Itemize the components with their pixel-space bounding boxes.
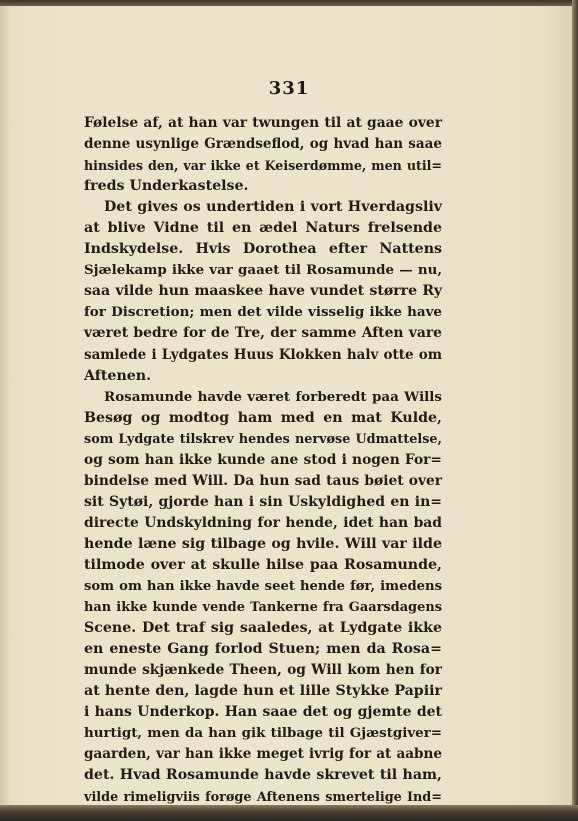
text-line: samlede i Lydgates Huus Klokken halv otte om [84,346,442,363]
text-line: munde skjænkede Theen, og Will kom hen for [84,662,442,679]
text-line: Sjælekamp ikke var gaaet til Rosamunde — nu, [84,262,442,279]
text-line: saa vilde hun maaskee have vundet større Ry [84,283,442,300]
text-line: han ikke kunde vende Tankerne fra Gaarsdagens [84,600,442,616]
text-line: Besøg og modtog ham med en mat Kulde, [84,409,442,426]
text-line: gaarden, var han ikke meget ivrig for at aabne [84,746,442,763]
text-line: sit Sytøi, gjorde han i sin Uskyldighed en in= [84,493,442,510]
bottom-page-edge [0,805,578,821]
text-line: Følelse af, at han var twungen til at gaae over [84,115,442,131]
text-line: Det gives os undertiden i vort Hverdagsliv [104,199,442,216]
text-line: directe Undskyldning for hende, idet han bad [84,514,442,531]
text-line: freds Underkastelse. [84,178,249,195]
text-line: hinsides den, var ikke et Keiserdømme, men util= [84,158,442,174]
text-line: tilmode over at skulle hilse paa Rosamunde, [84,556,442,573]
text-line: at blive Vidne til en ædel Naturs frelsende [84,220,442,237]
text-line: Rosamunde havde været forberedt paa Wills [104,388,442,405]
body-text [84,113,442,808]
text-line: som Lydgate tilskrev hendes nervøse Udmattelse, [84,431,442,447]
text-line: for Discretion; men det vilde visselig ikke have [84,304,442,321]
text-line: Indskydelse. Hvis Dorothea efter Nattens [84,241,442,258]
text-line: denne usynlige Grændseflod, og hvad han saae [84,136,442,153]
text-line: det. Hvad Rosamunde havde skrevet til ham, [84,767,442,784]
text-line: som om han ikke havde seet hende før, imedens [84,579,442,595]
page-number: 331 [268,78,310,99]
top-page-edge [0,0,578,6]
text-line: bindelse med Will. Da hun sad taus bøiet over [84,472,442,489]
text-line: været bedre for de Tre, der samme Aften vare [84,325,442,342]
text-line: i hans Underkop. Han saae det og gjemte det [84,704,442,721]
text-line: Aftenen. [84,367,152,384]
text-line: vilde rimeligviis forøge Aftenens smertelige Ind= [84,789,442,805]
text-line: Scene. Det traf sig saaledes, at Lydgate ikke [84,620,442,637]
text-line: at hente den, lagde hun et lille Stykke Papiir [84,683,442,700]
text-line: en eneste Gang forlod Stuen; men da Rosa= [84,641,442,658]
text-line: og som han ikke kunde ane stod i nogen For= [84,451,442,468]
text-line: hende læne sig tilbage og hvile. Will var ilde [84,535,442,552]
right-page-edge [572,0,578,821]
text-line: hurtigt, men da han gik tilbage til Gjæstgiver= [84,725,442,742]
